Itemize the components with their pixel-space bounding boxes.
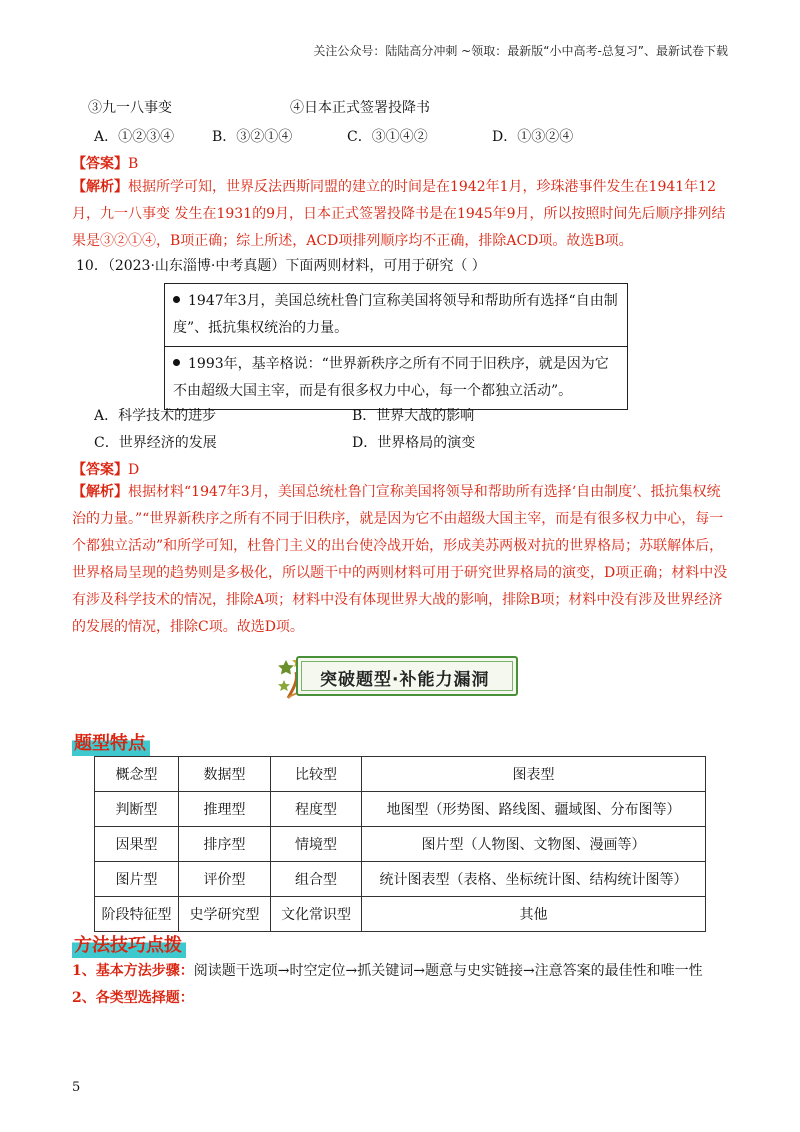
table-cell: 推理型	[179, 792, 271, 827]
section-banner	[276, 654, 522, 702]
question-types-table	[94, 756, 706, 932]
banner-title: 突破题型·补能力漏洞	[320, 670, 490, 690]
table-row	[95, 792, 706, 827]
q9-analysis	[72, 174, 732, 255]
method-step-1-text: 阅读题干选项→时空定位→抓关键词→题意与史实链接→注意答案的最佳性和唯一性	[193, 963, 703, 979]
q10-analysis	[72, 479, 732, 641]
table-cell: 比较型	[271, 757, 362, 792]
q9-choice-c: C．③①④②	[347, 129, 428, 145]
method-step-1-label: 1、基本方法步骤：	[72, 963, 194, 979]
table-cell: 其他	[362, 897, 706, 932]
q9-option-3: ③九一八事变	[88, 100, 172, 116]
q10-choice-d: D．世界格局的演变	[352, 435, 476, 451]
bullet-icon	[173, 359, 180, 366]
page-header: 关注公众号：陆陆高分冲刺 ~领取：最新版“小中高考-总复习”、最新试卷下载	[313, 44, 728, 58]
table-cell: 程度型	[271, 792, 362, 827]
q10-analysis-text: 根据材料“1947年3月，美国总统杜鲁门宣称美国将领导和帮助所有选择‘自由制度’、抵抗集权统治的力量。”“世界新秩序之所有不同于旧秩序，就是因为它不由超级大国主宰，而是有很多权力中心，每一个都独立活动”和所学可知，杜鲁门主义的出台使冷战开始，形成美苏两极对抗的世界格局；苏联解体后，世界格局呈现的趋势则是多极化，所以题干中的两则材料可用于研究世界格局的演变，D项正确；材料中没有涉及科学技术的情况，排除A项；材料中没有体现世界大战的影响，排除B项；材料中没有涉及世界经济的发展的情况，排除C项。故选D项。	[72, 484, 728, 635]
table-row	[95, 897, 706, 932]
method-section-title: 方法技巧点拨	[72, 930, 186, 958]
types-section-title: 题型特点	[72, 728, 150, 756]
q10-choice-a: A．科学技术的进步	[94, 408, 217, 424]
q9-choice-d: D．①③②④	[492, 129, 574, 145]
table-cell: 图表型	[362, 757, 706, 792]
q10-choice-b: B．世界大战的影响	[352, 408, 475, 424]
table-cell: 情境型	[271, 827, 362, 862]
q10-material-1-text: 1947年3月，美国总统杜鲁门宣称美国将领导和帮助所有选择“自由制度”、抵抗集权统治的力量。	[173, 293, 618, 336]
method-step-1	[72, 961, 703, 981]
table-cell: 判断型	[95, 792, 179, 827]
q9-choice-a: A．①②③④	[94, 129, 175, 145]
table-cell: 统计图表型（表格、坐标统计图、结构统计图等）	[362, 862, 706, 897]
table-cell: 史学研究型	[179, 897, 271, 932]
q9-choice-b: B．③②①④	[212, 129, 293, 145]
table-cell: 图片型	[95, 862, 179, 897]
q9-option-4: ④日本正式签署投降书	[290, 100, 430, 116]
q10-material-2	[165, 346, 627, 409]
q9-answer-value: B	[128, 156, 139, 172]
q10-choice-c: C．世界经济的发展	[94, 435, 217, 451]
q9-analysis-text: 根据所学可知，世界反法西斯同盟的建立的时间是在1942年1月，珍珠港事件发生在1941年12月，九一八事变 发生在1931的9月，日本正式签署投降书是在1945年9月，所以按照时间先后顺序排列结果是③②①④，B项正确；综上所述，ACD项排列顺序均不正确，排除ACD项。故选B项。	[72, 179, 726, 249]
q10-material-2-text: 1993年，基辛格说：“世界新秩序之所有不同于旧秩序，就是因为它不由超级大国主宰，而是有很多权力中心，每一个都独立活动”。	[173, 356, 609, 399]
q9-answer	[72, 154, 138, 174]
table-cell: 数据型	[179, 757, 271, 792]
bullet-icon	[173, 296, 180, 303]
answer-tag: 【答案】	[72, 156, 128, 172]
q10-answer-value: D	[128, 462, 140, 478]
table-cell: 图片型（人物图、文物图、漫画等）	[362, 827, 706, 862]
table-cell: 地图型（形势图、路线图、疆域图、分布图等）	[362, 792, 706, 827]
page-number: 5	[72, 1080, 81, 1095]
table-cell: 阶段特征型	[95, 897, 179, 932]
analysis-tag: 【解析】	[72, 179, 128, 195]
q10-stem: 10．（2023·山东淄博·中考真题）下面两则材料，可用于研究（ ）	[76, 258, 486, 274]
q10-material-box	[164, 283, 628, 410]
q10-answer	[72, 460, 139, 480]
table-cell: 组合型	[271, 862, 362, 897]
table-row	[95, 862, 706, 897]
table-cell: 文化常识型	[271, 897, 362, 932]
answer-tag: 【答案】	[72, 462, 128, 478]
table-cell: 概念型	[95, 757, 179, 792]
method-step-2-label: 2、各类型选择题：	[72, 990, 194, 1006]
table-cell: 排序型	[179, 827, 271, 862]
table-cell: 评价型	[179, 862, 271, 897]
table-row	[95, 827, 706, 862]
table-cell: 因果型	[95, 827, 179, 862]
table-row	[95, 757, 706, 792]
q10-material-1	[165, 284, 627, 346]
analysis-tag: 【解析】	[72, 484, 128, 500]
